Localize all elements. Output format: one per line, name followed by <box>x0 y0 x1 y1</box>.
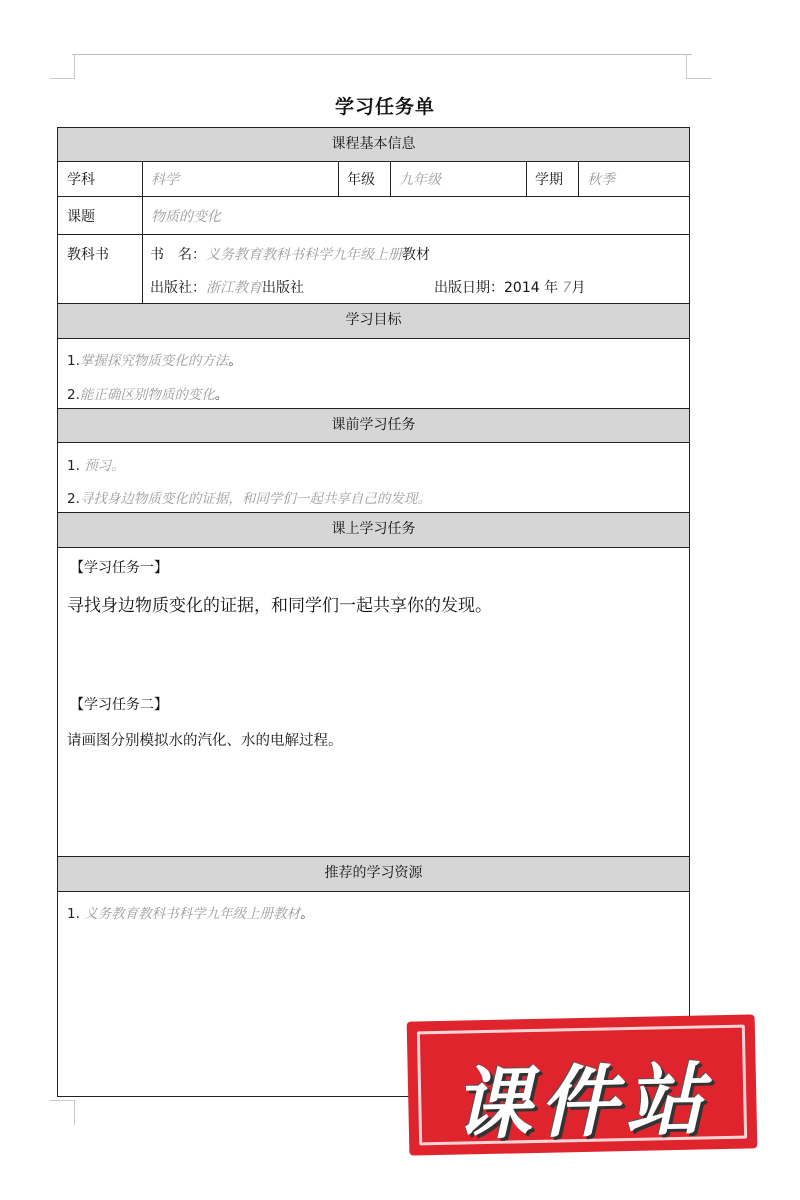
resource-item: 1. 义务教育教科书科学九年级上册教材。 <box>67 906 314 922</box>
pre-task-item: 1. 预习。 <box>67 458 125 474</box>
document-title: 学习任务单 <box>334 96 435 118</box>
pubdate-label: 出版日期：2014 年 <box>434 280 563 296</box>
margin-corner-top-left <box>50 54 75 79</box>
publisher-label: 出版社： <box>150 280 206 296</box>
margin-corner-top-right <box>686 54 711 79</box>
info-row-topic <box>58 197 689 235</box>
task-sheet-table <box>57 127 690 1097</box>
term-value: 秋季 <box>587 172 615 188</box>
pubdate-suffix: 月 <box>571 280 586 296</box>
book-name-value: 义务教育教科书科学九年级上册 <box>206 247 402 263</box>
in-class-block <box>58 548 689 857</box>
section-header-goals: 学习目标 <box>58 304 689 339</box>
task1-body: 寻找身边物质变化的证据，和同学们一起共享你的发现。 <box>67 596 492 616</box>
task2-body: 请画图分别模拟水的汽化、水的电解过程。 <box>67 733 343 749</box>
section-header-resources: 推荐的学习资源 <box>58 857 689 892</box>
publisher-suffix: 出版社 <box>262 280 304 296</box>
goals-block <box>58 339 689 409</box>
publisher-line <box>150 277 304 297</box>
subject-value: 科学 <box>151 172 179 188</box>
book-name-line <box>150 244 430 264</box>
watermark-stamp <box>407 1014 758 1155</box>
section-header-pre-class: 课前学习任务 <box>58 409 689 443</box>
grade-value: 九年级 <box>399 172 441 188</box>
topic-value: 物质的变化 <box>151 208 221 225</box>
pubdate-month: 7 <box>562 280 572 296</box>
page-top-line <box>72 54 692 55</box>
topic-label: 课题 <box>67 208 95 225</box>
term-label: 学期 <box>535 172 563 188</box>
publisher-value: 浙江教育 <box>206 280 262 296</box>
info-row-subject <box>58 162 689 197</box>
textbook-label: 教科书 <box>67 247 109 263</box>
book-name-label: 书 名： <box>150 247 206 263</box>
info-row-textbook <box>58 235 689 304</box>
section-header-in-class: 课上学习任务 <box>58 513 689 548</box>
goal-item: 1.掌握探究物质变化的方法。 <box>67 353 242 369</box>
pre-task-item: 2.寻找身边物质变化的证据，和同学们一起共享自己的发现。 <box>67 491 431 507</box>
pubdate-line <box>434 277 585 297</box>
grade-label: 年级 <box>347 172 375 188</box>
section-header-course-info: 课程基本信息 <box>58 128 689 162</box>
task1-heading: 【学习任务一】 <box>70 560 168 576</box>
goal-item: 2.能正确区别物质的变化。 <box>67 387 229 403</box>
margin-corner-bottom-left <box>50 1100 75 1125</box>
watermark-text: 课件站 <box>452 1055 713 1151</box>
book-name-suffix: 教材 <box>402 247 430 263</box>
task2-heading: 【学习任务二】 <box>70 697 168 713</box>
pre-class-block <box>58 443 689 513</box>
subject-label: 学科 <box>67 172 95 188</box>
